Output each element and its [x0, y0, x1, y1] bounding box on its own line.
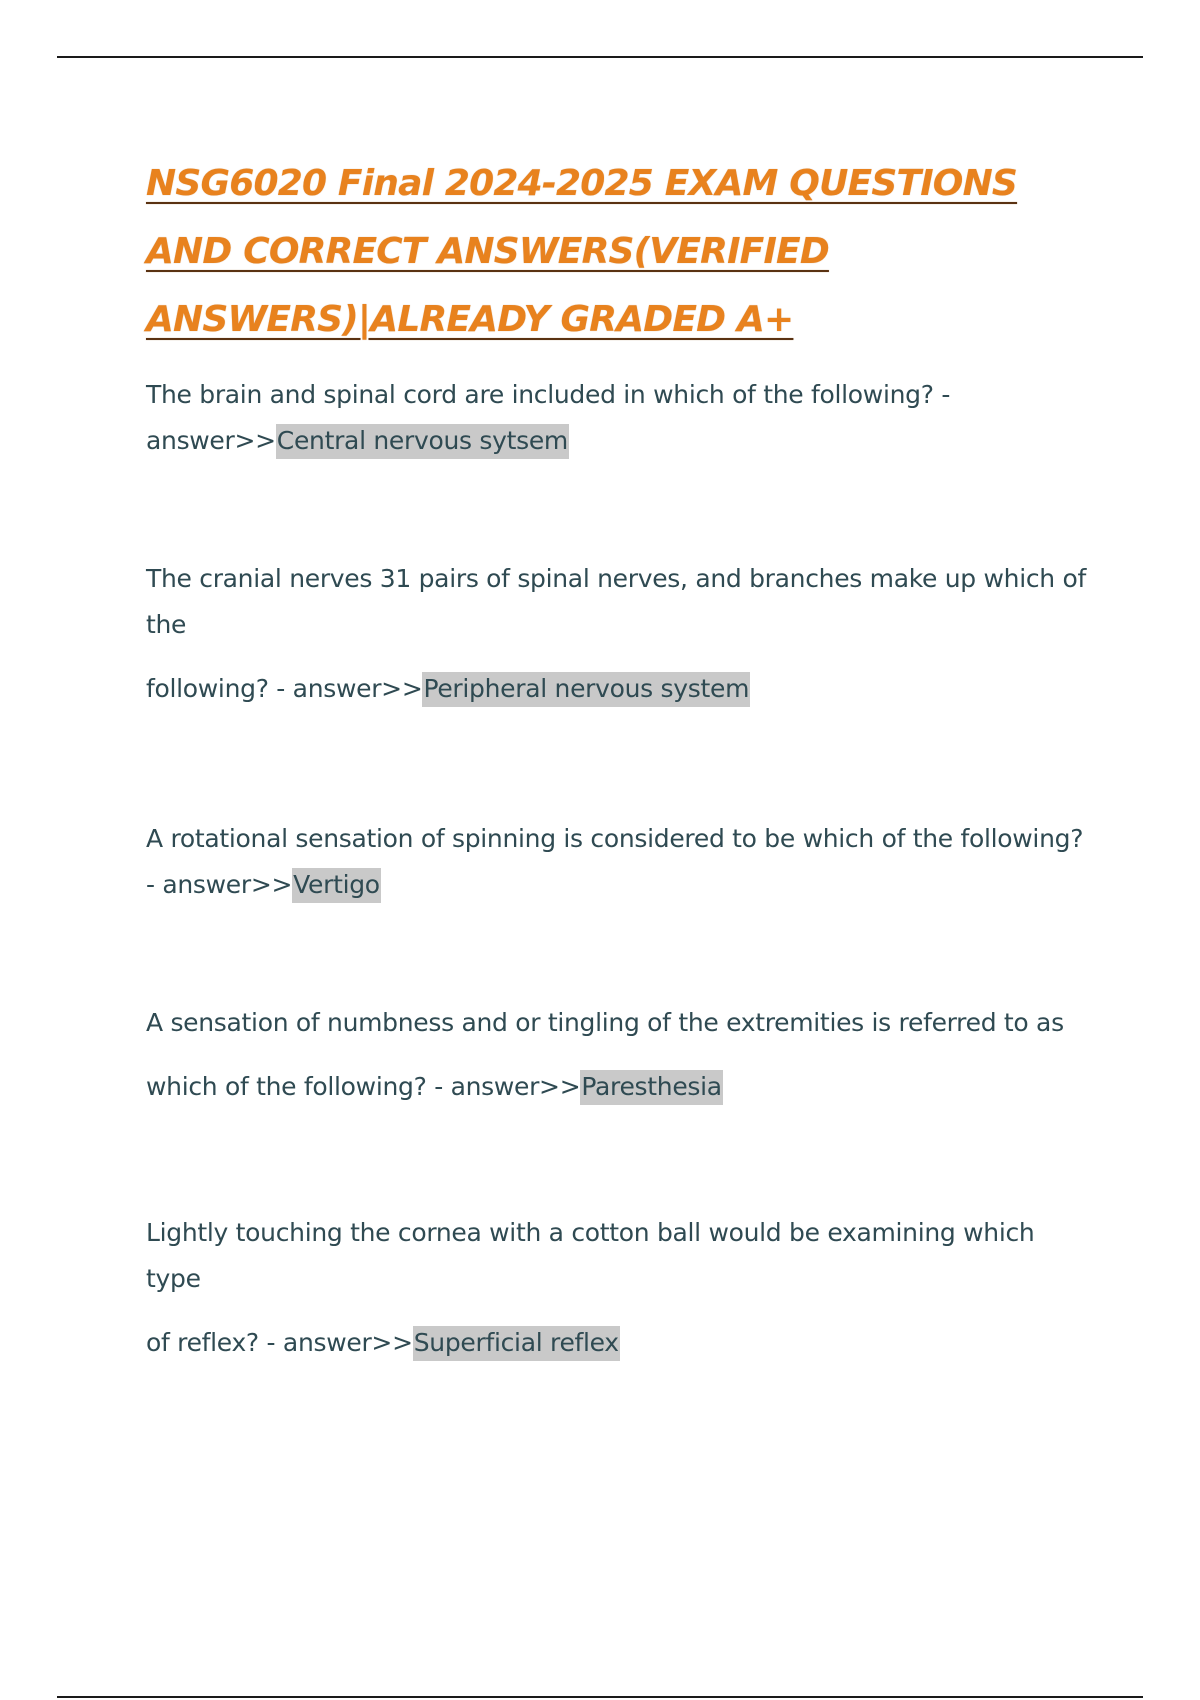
question-final-line: [146, 1064, 1086, 1110]
question-item-3: [146, 816, 1086, 908]
question-prefix: following? - answer>>: [146, 674, 423, 703]
document-title: [146, 150, 1086, 354]
answer-highlight: Central nervous sytsem: [276, 424, 569, 459]
document-body: [146, 150, 1086, 1366]
title-line-1: NSG6020 Final 2024-2025 EXAM QUESTIONS: [146, 163, 1018, 204]
question-prefix: following? - answer>>: [146, 824, 1084, 899]
question-final-line: [146, 1320, 1086, 1366]
question-prefix: answer>>: [146, 426, 276, 455]
question-item-4: [146, 1000, 1086, 1110]
question-text: A sensation of numbness and or tingling of the extremities is referred to as: [146, 1008, 1064, 1037]
title-line-2: AND CORRECT ANSWERS(VERIFIED: [146, 231, 829, 272]
question-list: [146, 372, 1086, 1366]
question-text: [146, 372, 1086, 464]
question-prefix: which of the following? - answer>>: [146, 1072, 581, 1101]
bottom-rule: [57, 1696, 1143, 1698]
question-text: Lightly touching the cornea with a cotton ball would be examining which type: [146, 1218, 1035, 1293]
answer-highlight: Vertigo: [292, 868, 381, 903]
answer-highlight: Superficial reflex: [413, 1326, 620, 1361]
question-text: The cranial nerves 31 pairs of spinal nerves, and branches make up which of the: [146, 564, 1086, 639]
top-rule: [57, 56, 1143, 58]
answer-highlight: Paresthesia: [580, 1070, 722, 1105]
question-prefix: of reflex? - answer>>: [146, 1328, 413, 1357]
title-line-3: ANSWERS)|ALREADY GRADED A+: [146, 299, 794, 340]
question-text: [146, 816, 1086, 908]
answer-highlight: Peripheral nervous system: [422, 672, 750, 707]
question-item-1: [146, 372, 1086, 464]
question-item-5: [146, 1210, 1086, 1366]
question-final-line: [146, 666, 1086, 712]
question-line: The brain and spinal cord are included in which of the following? -: [146, 380, 951, 409]
question-line: A rotational sensation of spinning is considered to be which of the: [146, 824, 953, 853]
question-item-2: [146, 556, 1086, 712]
